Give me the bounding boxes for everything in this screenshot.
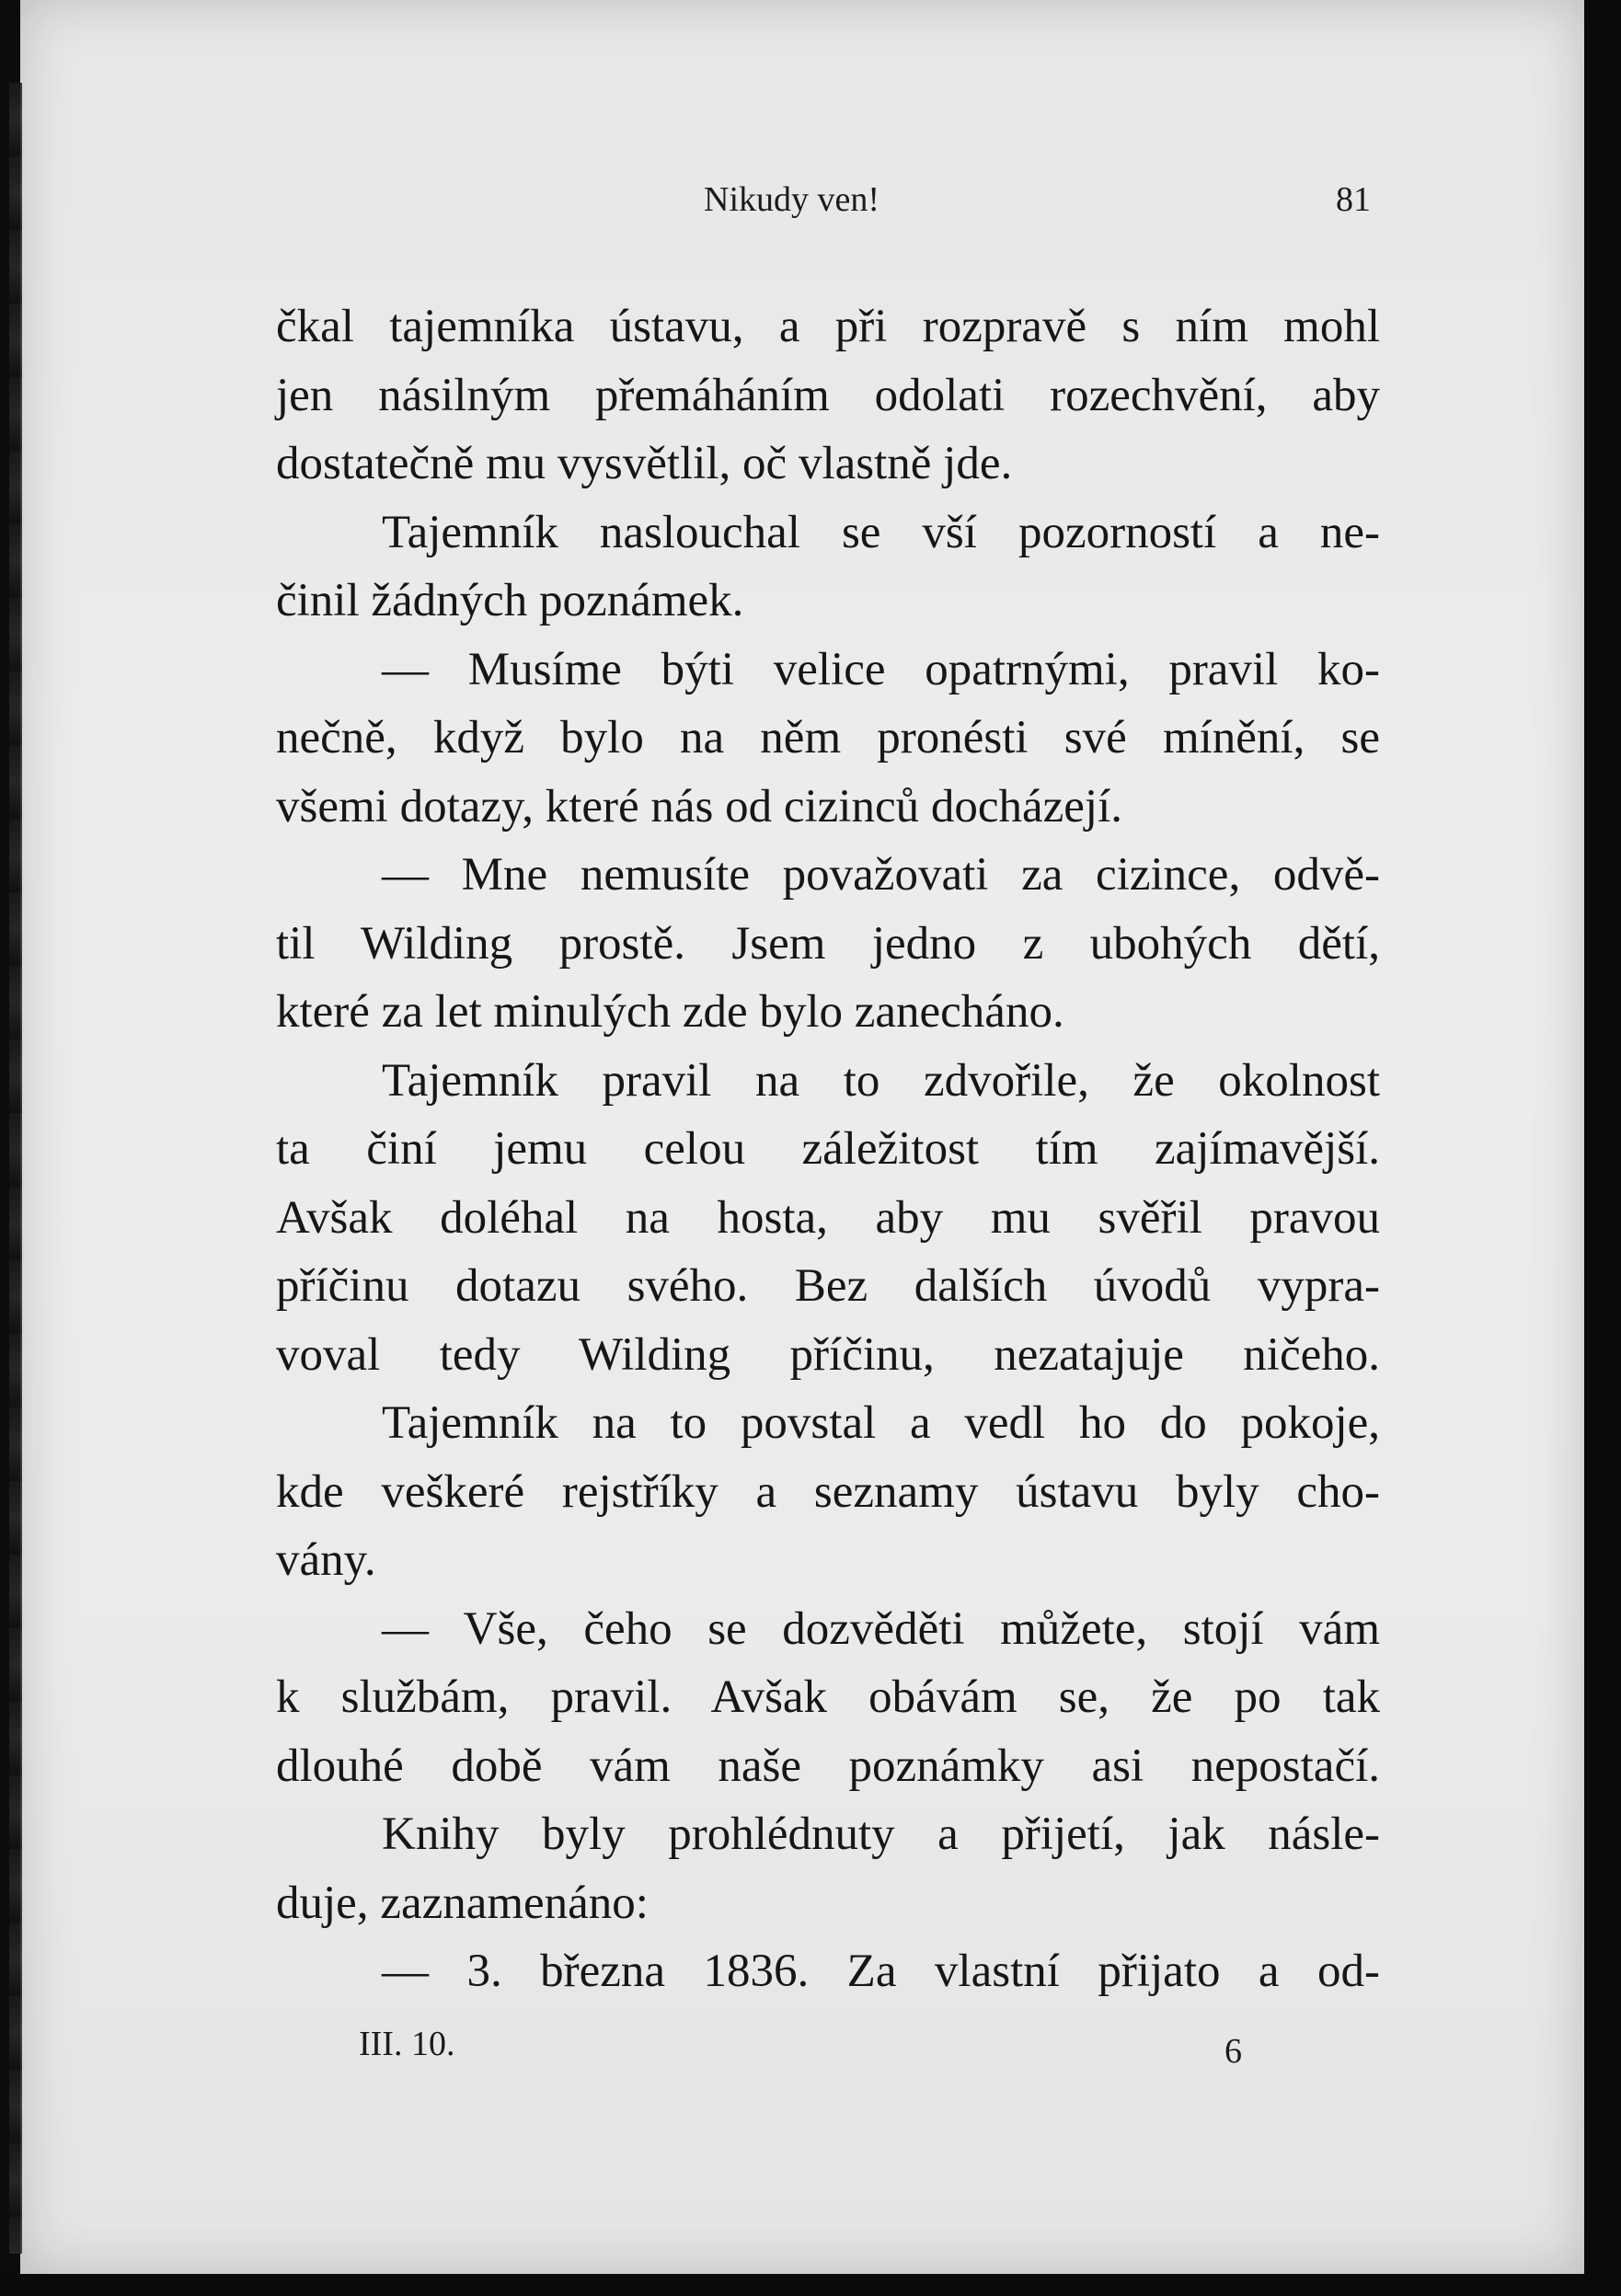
- scan-border-bottom: [0, 2274, 1621, 2296]
- text-line: Avšak doléhal na hosta, aby mu svěřil pravou: [276, 1191, 1380, 1244]
- text-line: voval tedy Wilding příčinu, nezatajuje ničeho.: [276, 1328, 1380, 1381]
- page-header: [276, 179, 1371, 235]
- text-line: činil žádných poznámek.: [276, 575, 744, 626]
- page-number: 81: [1336, 180, 1371, 219]
- text-line: Tajemník pravil na to zdvořile, že okolnost: [382, 1054, 1380, 1107]
- binding-edge: [9, 83, 22, 2254]
- text-line: vány.: [276, 1534, 376, 1586]
- printer-signature: III. 10.: [359, 2025, 455, 2063]
- text-line: ta činí jemu celou záležitost tím zajímavější.: [276, 1123, 1380, 1175]
- text-line: til Wilding prostě. Jsem jedno z ubohých dětí,: [276, 917, 1380, 970]
- running-title: Nikudy ven!: [704, 180, 880, 219]
- text-line: Knihy byly prohlédnuty a přijetí, jak násle-: [382, 1808, 1380, 1860]
- text-line: Tajemník naslouchal se vší pozorností a ne-: [382, 506, 1380, 558]
- text-line: — Vše, čeho se dozvěděti můžete, stojí vám: [382, 1602, 1380, 1655]
- scan-border-right: [1584, 0, 1621, 2296]
- sheet-number: 6: [1224, 2032, 1242, 2071]
- text-line: čkal tajemníka ústavu, a při rozpravě s ním mohl: [276, 301, 1380, 352]
- text-line: kde veškeré rejstříky a seznamy ústavu byly cho-: [276, 1465, 1380, 1518]
- text-line: dostatečně mu vysvětlil, oč vlastně jde.: [276, 438, 1013, 489]
- text-line: Tajemník na to povstal a vedl ho do pokoje,: [382, 1397, 1380, 1449]
- text-line: všemi dotazy, které nás od cizinců docházejí.: [276, 780, 1122, 832]
- text-line: — Mne nemusíte považovati za cizince, odvě-: [382, 849, 1380, 901]
- text-line: jen násilným přemáháním odolati rozechvění, aby: [276, 369, 1380, 421]
- text-line: příčinu dotazu svého. Bez dalších úvodů vypra-: [276, 1260, 1380, 1312]
- text-line: které za let minulých zde bylo zanecháno.: [276, 986, 1064, 1038]
- body-text: [276, 293, 1380, 2006]
- text-line: nečně, když bylo na něm pronésti své mínění, se: [276, 712, 1380, 763]
- text-line: — 3. března 1836. Za vlastní přijato a od-: [382, 1946, 1380, 1997]
- text-line: duje, zaznamenáno:: [276, 1877, 649, 1929]
- text-line: dlouhé době vám naše poznámky asi nepostačí.: [276, 1739, 1380, 1792]
- text-line: — Musíme býti velice opatrnými, pravil ko-: [382, 643, 1380, 695]
- page-footer: [359, 2024, 1242, 2070]
- text-line: k službám, pravil. Avšak obávám se, že po tak: [276, 1671, 1380, 1723]
